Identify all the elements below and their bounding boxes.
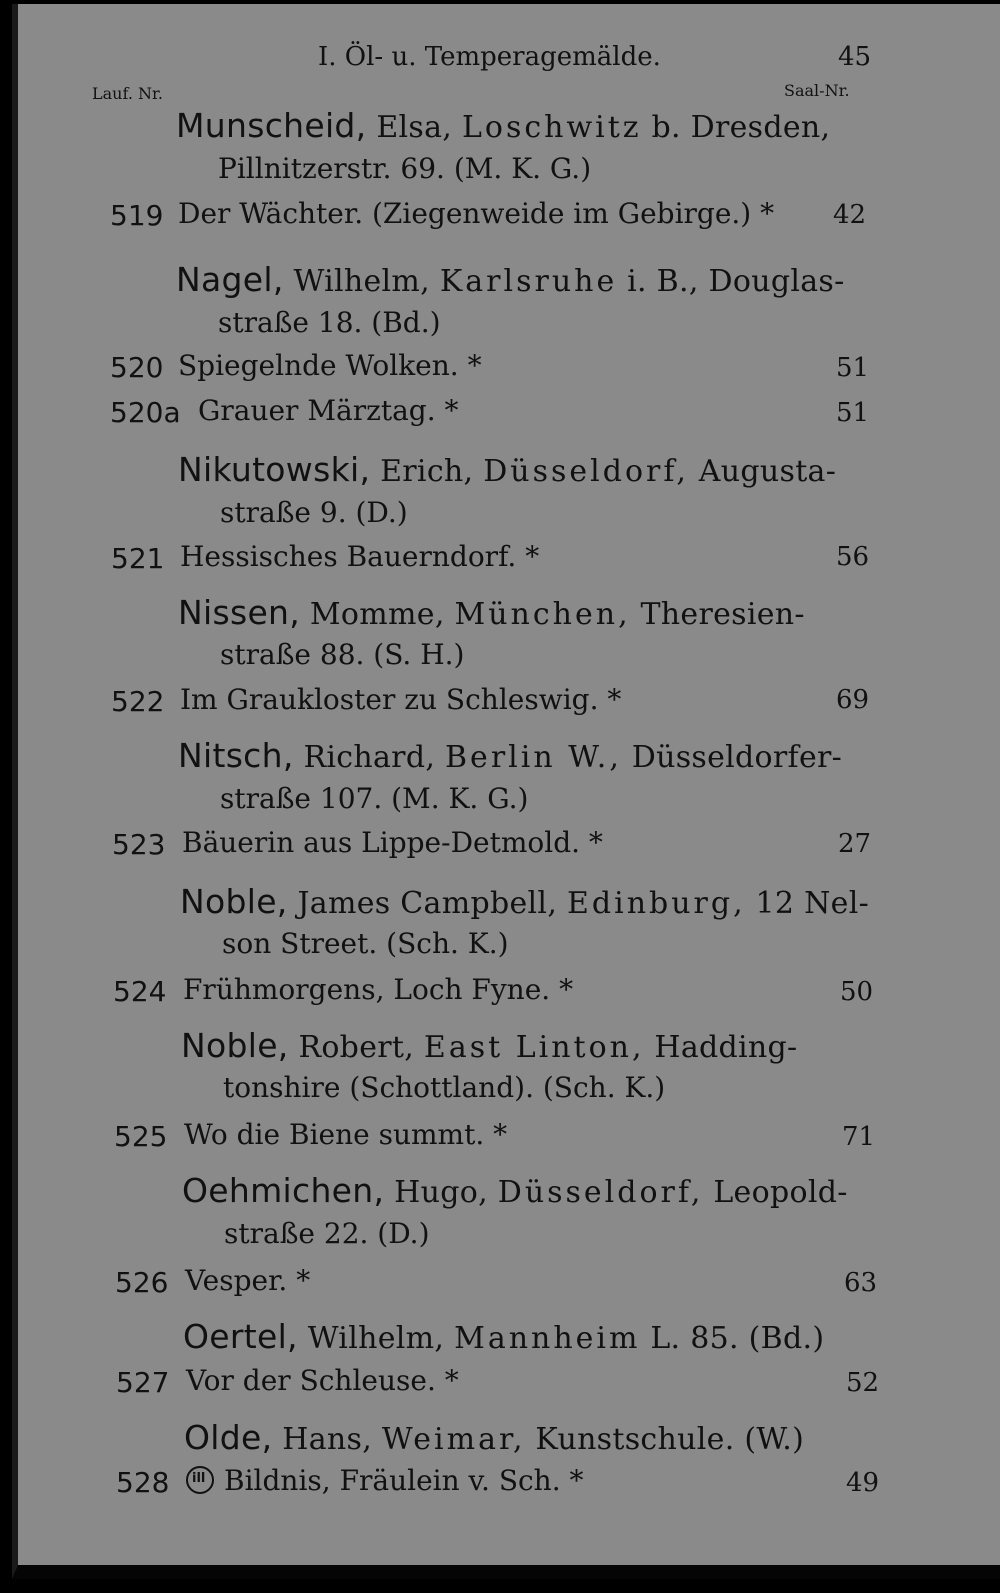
- artist-surname: Nitsch,: [178, 736, 294, 775]
- artist-address-line: straße 18. (Bd.): [218, 306, 441, 339]
- artist-address: Augusta-: [698, 454, 837, 489]
- artist-given-name: Hans,: [282, 1422, 373, 1457]
- artist-given-name: Richard,: [303, 740, 436, 775]
- work-title: Grauer Märztag. *: [198, 394, 459, 427]
- lauf-number: 523: [112, 828, 166, 861]
- work-title: Bildnis, Fräulein v. Sch. *: [224, 1464, 584, 1497]
- artist-given-name: Wilhelm,: [307, 1321, 445, 1356]
- artist-heading: [180, 882, 869, 921]
- saal-number: 69: [836, 685, 870, 715]
- artist-address-line: son Street. (Sch. K.): [222, 927, 509, 960]
- artist-address-line: Pillnitzerstr. 69. (M. K. G.): [218, 152, 592, 185]
- work-title: Frühmorgens, Loch Fyne. *: [183, 973, 574, 1006]
- lauf-number: 527: [116, 1366, 170, 1399]
- lauf-number: 525: [114, 1120, 168, 1153]
- artist-heading: [176, 260, 845, 299]
- lauf-number: 526: [115, 1266, 169, 1299]
- saal-number: 49: [846, 1468, 880, 1498]
- work-title: Vesper. *: [185, 1264, 311, 1297]
- artist-address-line: straße 107. (M. K. G.): [220, 782, 529, 815]
- saal-nr-label: Saal-Nr.: [784, 81, 850, 100]
- section-title: I. Öl- u. Temperagemälde.: [318, 42, 661, 72]
- artist-city: Berlin W.,: [445, 740, 622, 775]
- artist-surname: Noble,: [180, 882, 288, 921]
- artist-heading: [178, 593, 805, 632]
- illustration-mark-icon: [186, 1466, 214, 1494]
- artist-city: Mannheim: [454, 1321, 641, 1356]
- artist-city: Düsseldorf,: [483, 454, 689, 489]
- artist-address-line: straße 88. (S. H.): [220, 638, 465, 671]
- artist-city: Karlsruhe: [439, 264, 618, 299]
- artist-city: München,: [454, 597, 631, 632]
- work-title: Spiegelnde Wolken. *: [178, 349, 482, 382]
- page-number: 45: [838, 42, 872, 72]
- artist-city: Loschwitz: [461, 110, 642, 145]
- artist-heading: [183, 1317, 824, 1356]
- artist-given-name: Wilhelm,: [293, 264, 431, 299]
- artist-address-line: straße 22. (D.): [224, 1217, 430, 1250]
- saal-number: 51: [836, 398, 870, 428]
- artist-surname: Nagel,: [176, 260, 284, 299]
- artist-heading: [178, 736, 842, 775]
- saal-number: 63: [844, 1268, 878, 1298]
- artist-address: L. 85. (Bd.): [650, 1321, 825, 1356]
- saal-number: 27: [838, 829, 872, 859]
- artist-surname: Olde,: [184, 1418, 273, 1457]
- artist-heading: [181, 1026, 797, 1065]
- artist-heading: [176, 106, 830, 145]
- artist-address: b. Dresden,: [651, 110, 831, 145]
- artist-city: Edinburg,: [567, 886, 746, 921]
- artist-surname: Nikutowski,: [178, 450, 371, 489]
- artist-given-name: Momme,: [309, 597, 445, 632]
- artist-address: Theresien-: [640, 597, 805, 632]
- lauf-number: 524: [113, 975, 167, 1008]
- lauf-number: 528: [116, 1466, 170, 1499]
- saal-number: 42: [833, 200, 867, 230]
- artist-address-line: straße 9. (D.): [220, 496, 408, 529]
- lauf-nr-label: Lauf. Nr.: [92, 84, 163, 103]
- saal-number: 52: [846, 1368, 880, 1398]
- artist-surname: Oehmichen,: [182, 1171, 385, 1210]
- artist-address-line: tonshire (Schottland). (Sch. K.): [223, 1071, 666, 1104]
- work-title: Wo die Biene summt. *: [184, 1118, 508, 1151]
- artist-surname: Nissen,: [178, 593, 301, 632]
- work-title: Hessisches Bauerndorf. *: [180, 540, 540, 573]
- artist-heading: [182, 1171, 848, 1210]
- artist-address: i. B., Douglas-: [627, 264, 845, 299]
- lauf-number: 521: [111, 542, 165, 575]
- artist-surname: Oertel,: [183, 1317, 298, 1356]
- work-title: Vor der Schleuse. *: [186, 1364, 459, 1397]
- saal-number: 50: [840, 977, 874, 1007]
- artist-address: Kunstschule. (W.): [535, 1422, 805, 1457]
- artist-given-name: Robert,: [298, 1030, 415, 1065]
- artist-address: Düsseldorfer-: [631, 740, 843, 775]
- artist-city: Düsseldorf,: [497, 1175, 704, 1210]
- lauf-number: 522: [111, 685, 165, 718]
- artist-address: Hadding-: [654, 1030, 798, 1065]
- saal-number: 56: [836, 542, 870, 572]
- work-title: Der Wächter. (Ziegenweide im Gebirge.) *: [178, 197, 775, 230]
- artist-city: East Linton,: [423, 1030, 645, 1065]
- catalog-sheet: [12, 4, 1000, 1579]
- artist-address: Leopold-: [713, 1175, 848, 1210]
- artist-address: 12 Nel-: [755, 886, 870, 921]
- lauf-number: 519: [110, 199, 164, 232]
- saal-number: 51: [836, 353, 870, 383]
- artist-heading: [178, 450, 836, 489]
- artist-city: Weimar,: [381, 1422, 526, 1457]
- work-title: Im Graukloster zu Schleswig. *: [180, 683, 622, 716]
- artist-surname: Munscheid,: [176, 106, 367, 145]
- artist-given-name: Hugo,: [394, 1175, 488, 1210]
- work-entry: [186, 1464, 584, 1497]
- saal-number: 71: [842, 1122, 876, 1152]
- lauf-number: 520: [110, 351, 164, 384]
- artist-given-name: Elsa,: [376, 110, 453, 145]
- artist-surname: Noble,: [181, 1026, 289, 1065]
- artist-given-name: Erich,: [380, 454, 474, 489]
- artist-given-name: James Campbell,: [297, 886, 558, 921]
- work-title: Bäuerin aus Lippe-Detmold. *: [182, 826, 603, 859]
- lauf-number: 520a: [110, 396, 181, 429]
- artist-heading: [184, 1418, 804, 1457]
